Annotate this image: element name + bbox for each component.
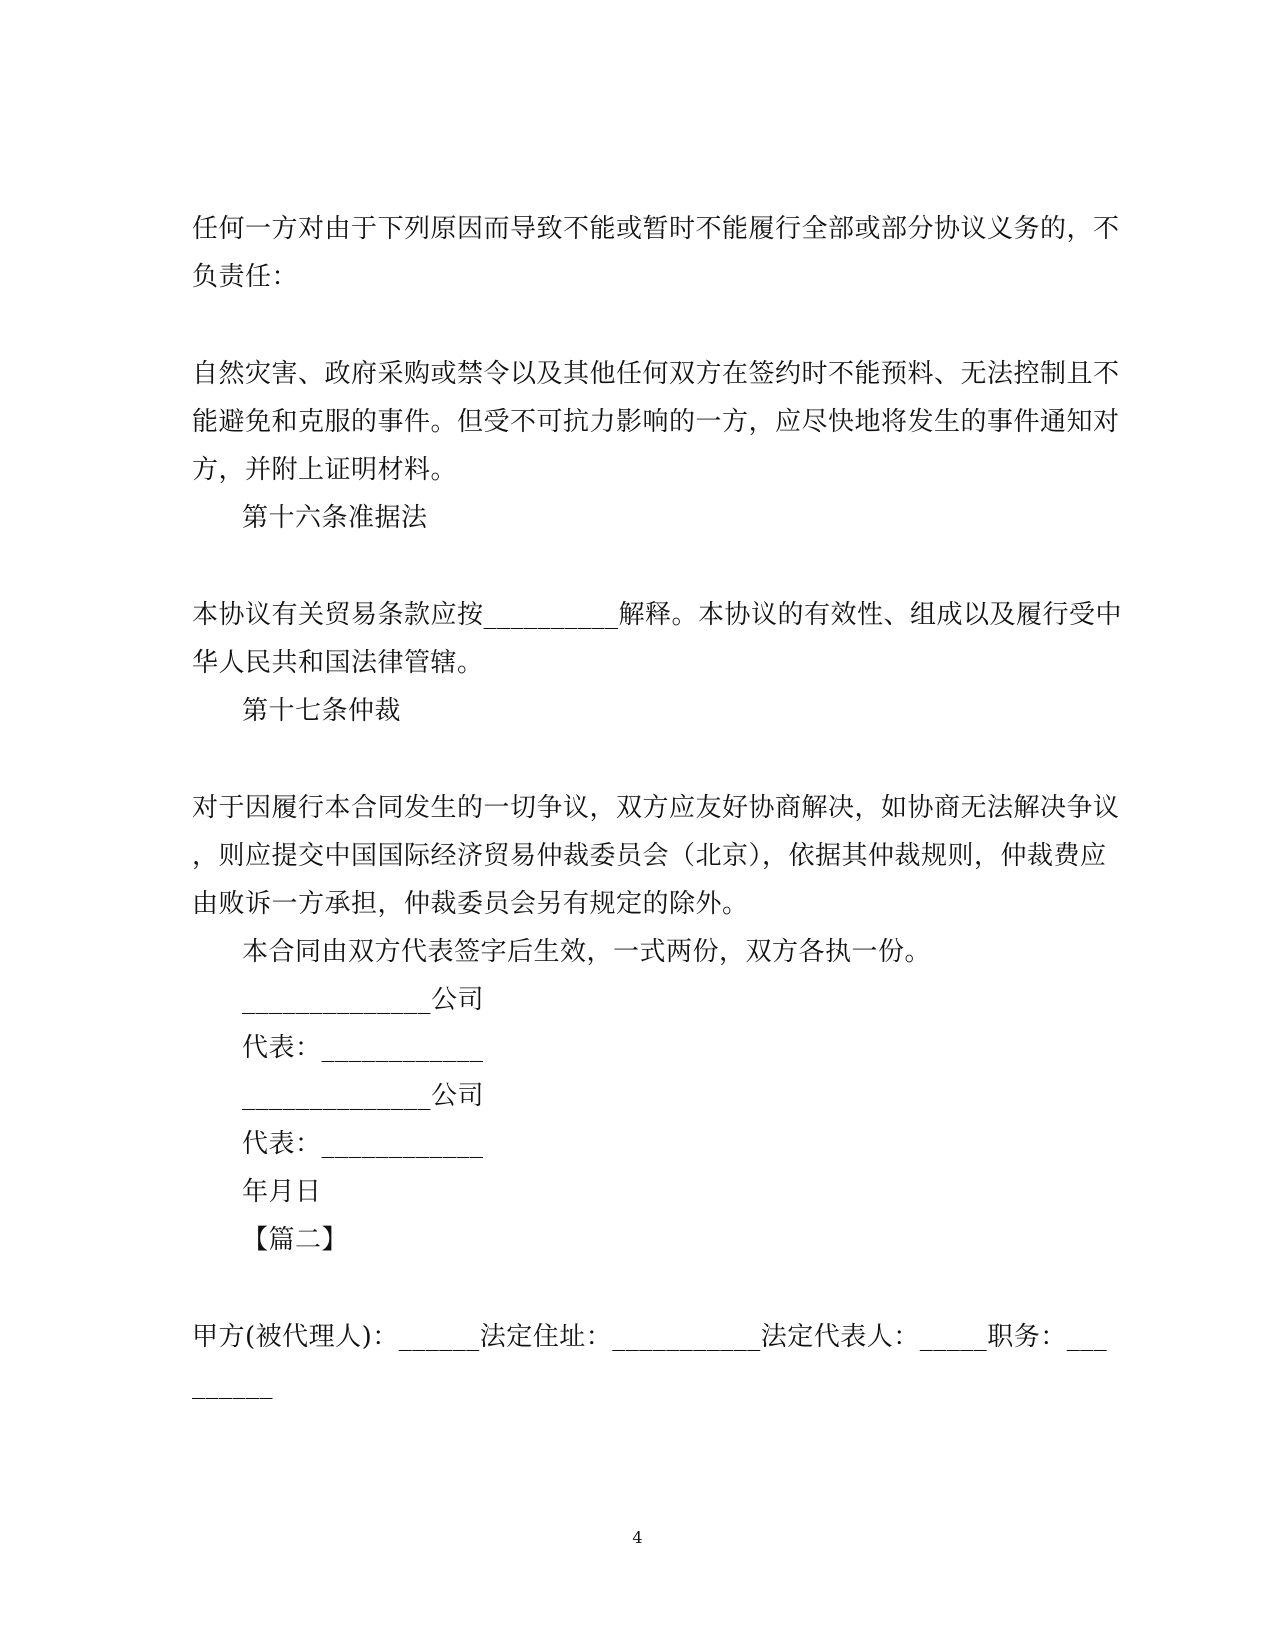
force-majeure-detail-line-2: 能避免和克服的事件。但受不可抗力影响的一方，应尽快地将发生的事件通知对 [192,407,1120,437]
article-17-heading: 第十七条仲裁 [242,696,402,726]
arbitration-line-1: 对于因履行本合同发生的一切争议，双方应友好协商解决，如协商无法解决争议 [192,793,1120,823]
force-majeure-detail-line-3: 方，并附上证明材料。 [192,455,458,485]
company-signature-line-2: ______________公司 [242,1081,485,1111]
effectiveness-statement: 本合同由双方代表签字后生效，一式两份，双方各执一份。 [242,937,932,967]
party-a-info-line-2: ______ [192,1370,273,1400]
section-two-heading: 【篇二】 [242,1225,349,1255]
representative-signature-line-1: 代表：____________ [242,1033,484,1063]
party-a-info-line-1: 甲方(被代理人)：______法定住址：___________法定代表人：_____职务：___ [192,1322,1108,1352]
force-majeure-clause-line-2: 负责任： [192,262,299,292]
force-majeure-detail-line-1: 自然灾害、政府采购或禁令以及其他任何双方在签约时不能预料、无法控制且不 [192,359,1120,389]
governing-law-line-1: 本协议有关贸易条款应按__________解释。本协议的有效性、组成以及履行受中 [192,600,1123,630]
company-signature-line-1: ______________公司 [242,985,485,1015]
governing-law-line-2: 华人民共和国法律管辖。 [192,648,484,678]
force-majeure-clause-line-1: 任何一方对由于下列原因而导致不能或暂时不能履行全部或部分协议义务的，不 [192,214,1120,244]
arbitration-line-3: 由败诉一方承担，仲裁委员会另有规定的除外。 [192,889,749,919]
arbitration-line-2: ，则应提交中国国际经济贸易仲裁委员会（北京），依据其仲裁规则，仲裁费应 [192,841,1107,871]
page-number: 4 [632,1528,643,1547]
date-line: 年月日 [242,1177,322,1207]
representative-signature-line-2: 代表：____________ [242,1129,484,1159]
article-16-heading: 第十六条准据法 [242,503,428,533]
